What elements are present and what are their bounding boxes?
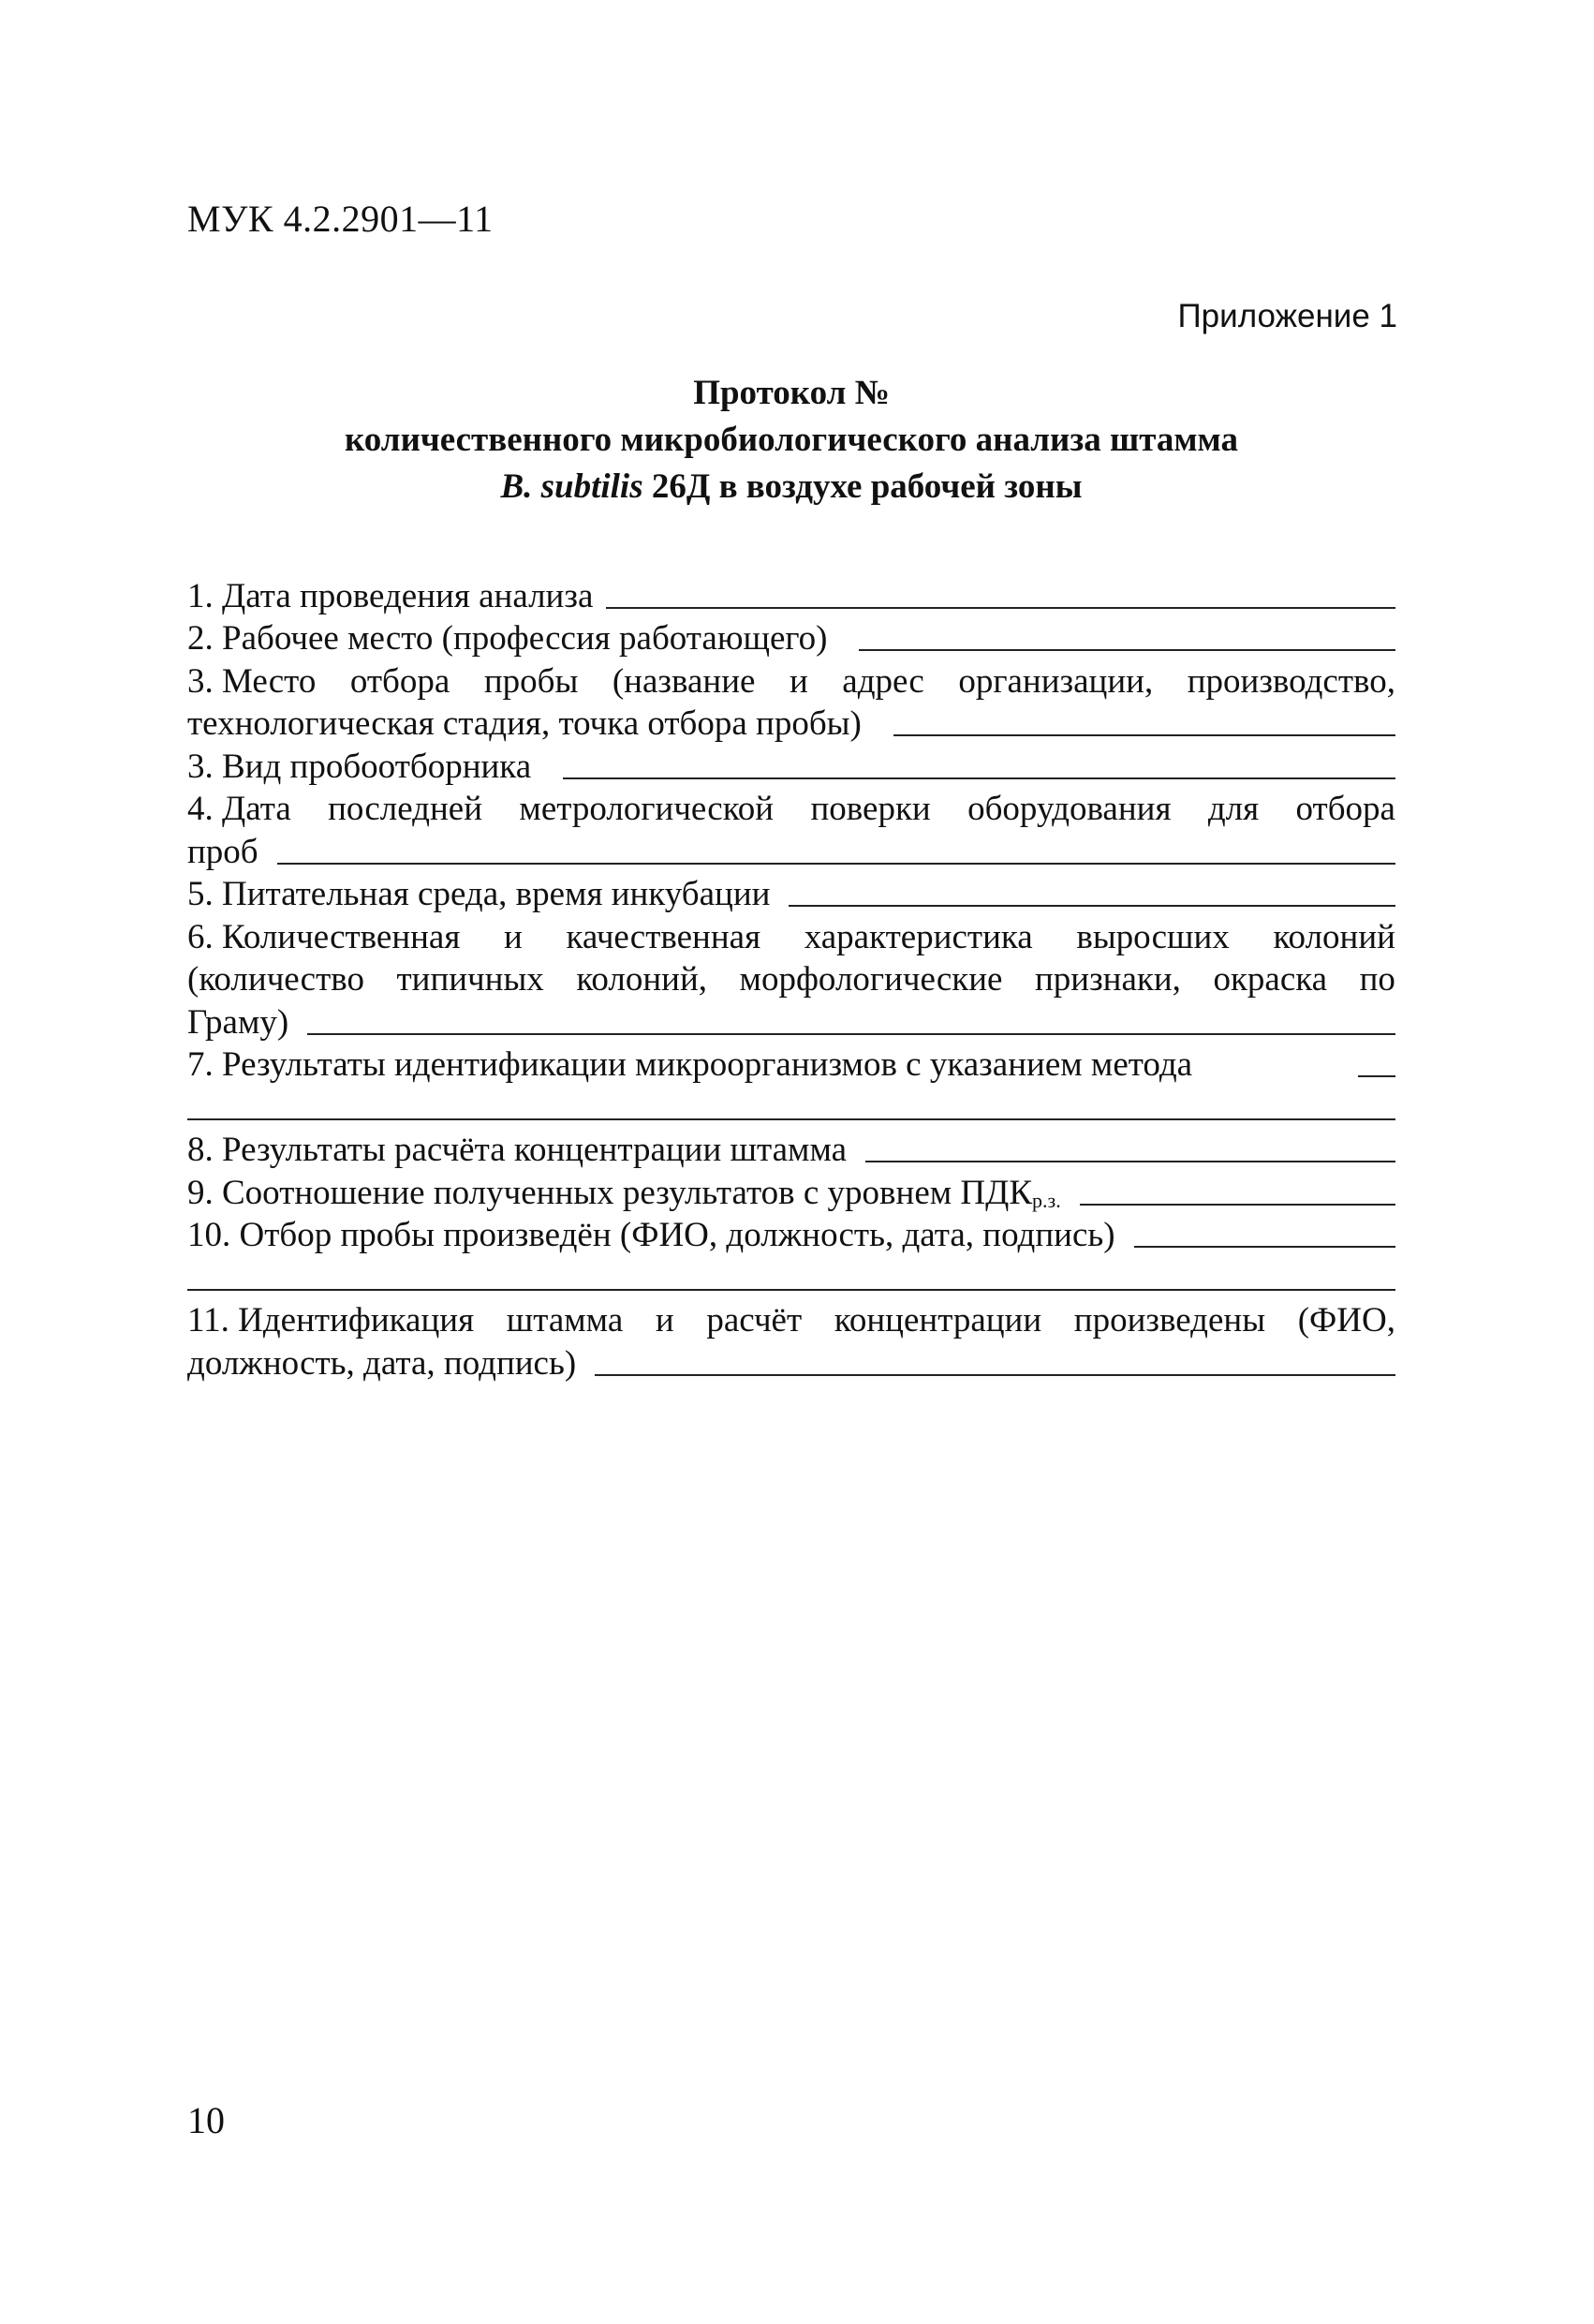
item-6-field[interactable] (307, 1033, 1395, 1035)
item-3-word: адрес (842, 661, 924, 701)
item-11-word: концентрации (834, 1301, 1042, 1340)
item-8-field[interactable] (865, 1161, 1395, 1162)
item-1-label: 1. Дата проведения анализа (187, 576, 594, 615)
item-3-word: производство, (1187, 661, 1395, 701)
item-4-label-cont: проб (187, 832, 258, 871)
item-2-label: 2. Рабочее место (профессия работающего) (187, 619, 828, 658)
item-11-word: 11. Идентификация (187, 1301, 475, 1340)
item-3-word: 3. Место (187, 661, 317, 701)
item-11-field[interactable] (595, 1374, 1395, 1376)
item-1-field[interactable] (606, 607, 1395, 609)
item-3-word: и (789, 661, 808, 701)
document-code: МУК 4.2.2901—11 (187, 198, 494, 240)
item-9-field[interactable] (1080, 1204, 1395, 1206)
item-4-word: метрологической (519, 790, 775, 828)
item-6-word: и (504, 917, 523, 956)
item-3-word: организации, (958, 661, 1154, 701)
form-item-11-line-2 (187, 1340, 1395, 1384)
protocol-form (187, 573, 1395, 1384)
title-line-3-rest: 26Д в воздухе рабочей зоны (642, 467, 1083, 506)
item-9-label (187, 1173, 1061, 1213)
item-3-label-cont: технологическая стадия, точка отбора пробы) (187, 704, 862, 743)
item-6-word: морфологические (739, 960, 1003, 999)
item-11-label-cont: должность, дата, подпись) (187, 1343, 577, 1383)
item-10-label: 10. Отбор пробы произведён (ФИО, должность, дата, подпись) (187, 1216, 1115, 1254)
item-6-word: колоний (1273, 917, 1395, 956)
form-item-4-line-1 (187, 787, 1395, 830)
item-6-word: (количество (187, 960, 364, 999)
item-3-word: отбора (349, 661, 450, 701)
protocol-title (187, 370, 1395, 511)
form-item-6-line-2 (187, 957, 1395, 1000)
item-5-field[interactable] (789, 905, 1395, 907)
item-6-word: характеристика (804, 917, 1033, 956)
species-name: B. subtilis (500, 467, 643, 506)
title-line-1: Протокол № (693, 374, 890, 412)
item-9-text: 9. Соотношение полученных результатов с уровнем ПДК (187, 1173, 1033, 1212)
form-item-7 (187, 1043, 1395, 1086)
item-4-word: отбора (1295, 790, 1395, 828)
item-10-field-line-2[interactable] (187, 1255, 1395, 1298)
form-item-2 (187, 616, 1395, 659)
item-4-word: для (1207, 790, 1260, 828)
item-6-word: качественная (566, 917, 761, 956)
title-line-2: количественного микробиологического анализа штамма (344, 421, 1239, 459)
form-item-11-line-1 (187, 1298, 1395, 1341)
item-6-word: признаки, (1034, 960, 1181, 999)
item-7-field-line-2[interactable] (187, 1085, 1395, 1128)
item-4-word: последней (328, 790, 483, 828)
form-item-9 (187, 1170, 1395, 1213)
item-3-word: пробы (483, 661, 579, 701)
item-5-label: 5. Питательная среда, время инкубации (187, 875, 771, 913)
item-8-label: 8. Результаты расчёта концентрации штамма (187, 1131, 848, 1169)
item-3b-field[interactable] (563, 777, 1395, 779)
form-item-8 (187, 1128, 1395, 1171)
form-item-3-line-1 (187, 659, 1395, 702)
item-6-word: 6. Количественная (187, 917, 461, 956)
item-6-word: колоний, (576, 960, 708, 999)
item-6-word: по (1359, 960, 1395, 999)
item-4-word: 4. Дата (187, 790, 291, 828)
item-11-word: (ФИО, (1297, 1301, 1395, 1340)
title-line-3 (187, 464, 1395, 511)
item-4-word: оборудования (967, 790, 1172, 828)
item-11-word: штамма (506, 1301, 624, 1340)
item-11-word: расчёт (706, 1301, 803, 1340)
form-item-10 (187, 1213, 1395, 1256)
item-3-word: (название (612, 661, 756, 701)
form-item-4-line-2 (187, 829, 1395, 872)
item-6-word: типичных (396, 960, 544, 999)
item-4-word: поверки (810, 790, 931, 828)
item-9-subscript: р.з. (1032, 1188, 1061, 1212)
form-item-6-line-1 (187, 914, 1395, 957)
item-7-label: 7. Результаты идентификации микроорганизмов с указанием метода (187, 1045, 1193, 1084)
page-number: 10 (187, 2099, 225, 2141)
item-11-word: произведены (1073, 1301, 1266, 1340)
item-7-field[interactable] (1358, 1075, 1395, 1077)
item-6-label-cont: Граму) (187, 1002, 289, 1042)
item-11-word: и (655, 1301, 674, 1340)
appendix-label: Приложение 1 (1177, 298, 1397, 334)
form-item-5 (187, 872, 1395, 915)
item-4-field[interactable] (277, 863, 1395, 865)
item-6-word: выросших (1076, 917, 1230, 956)
item-3-field[interactable] (893, 734, 1395, 736)
form-item-3b (187, 744, 1395, 787)
item-6-word: окраска (1213, 960, 1328, 999)
form-item-3-line-2 (187, 702, 1395, 745)
item-2-field[interactable] (859, 649, 1395, 651)
form-item-6-line-3 (187, 999, 1395, 1043)
item-10-field[interactable] (1134, 1246, 1395, 1248)
form-item-1 (187, 573, 1395, 616)
item-3b-label: 3. Вид пробоотборника (187, 747, 532, 786)
